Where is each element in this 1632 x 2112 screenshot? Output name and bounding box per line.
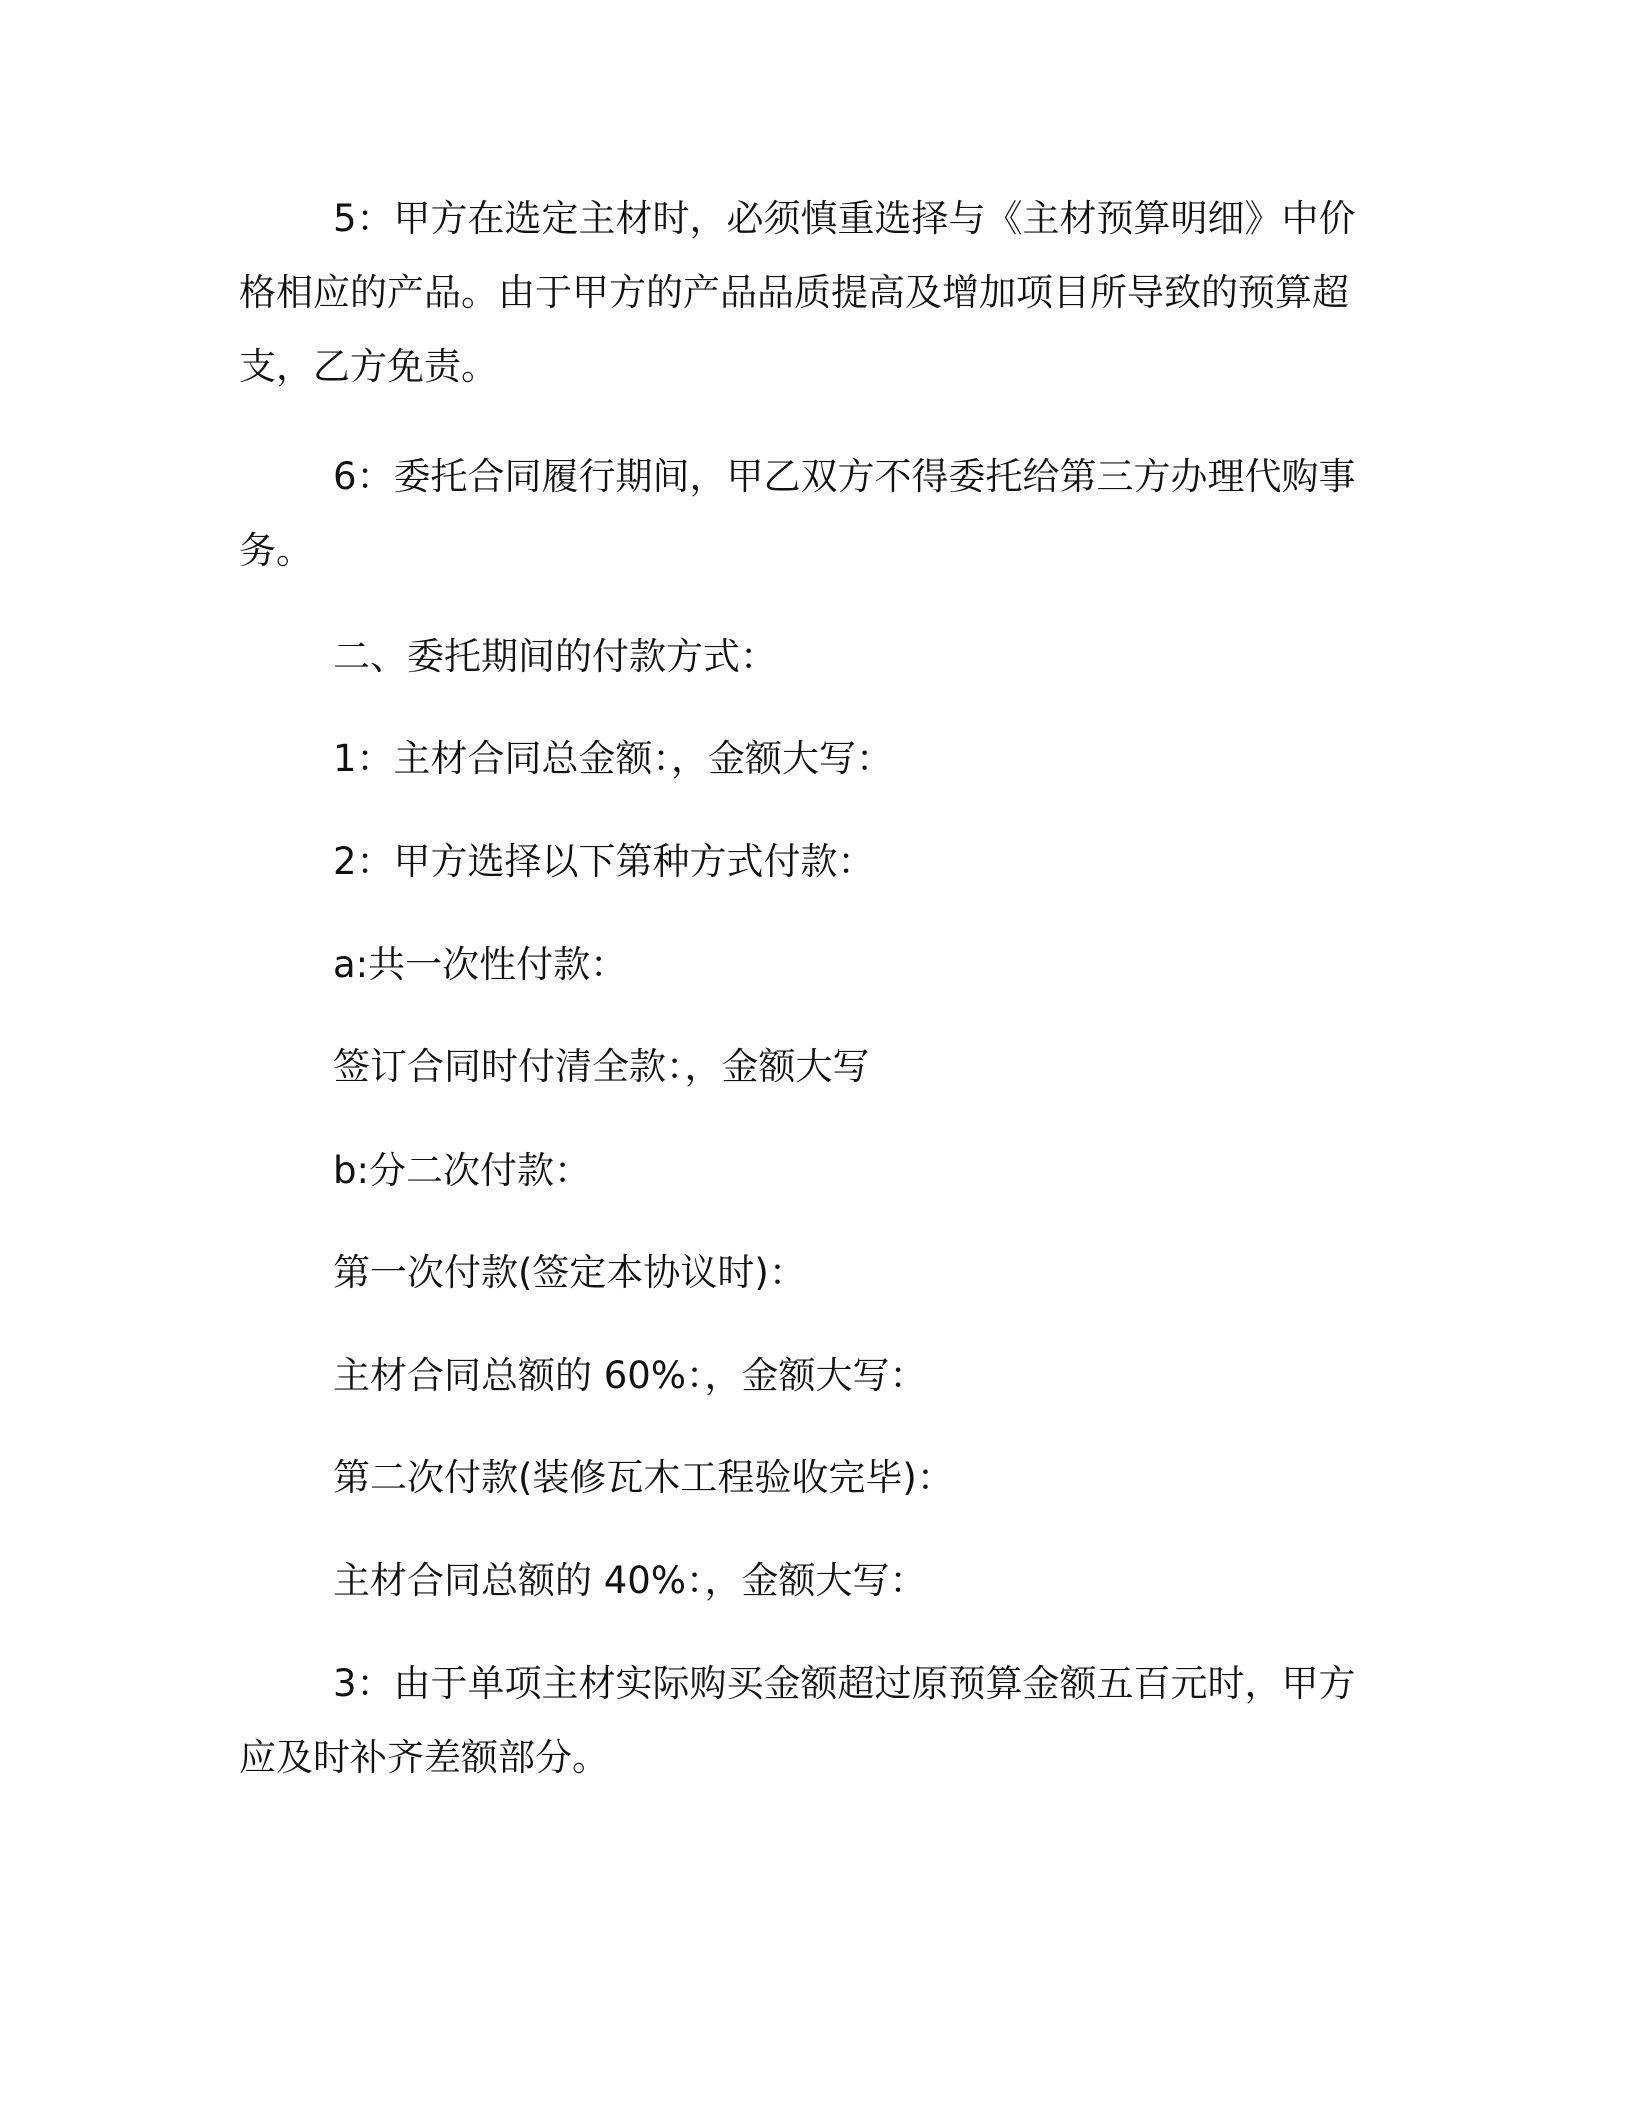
option-a-lump-sum: a:共一次性付款： [333, 943, 628, 986]
item-3-excess-amount: 3：由于单项主材实际购买金额超过原预算金额五百元时，甲方应及时补齐差额部分。 [239, 1662, 1356, 1779]
option-b-second-amount: 主材合同总额的 40%：，金额大写： [333, 1559, 927, 1602]
item-1-total-amount: 1：主材合同总金额：，金额大写： [333, 737, 894, 780]
option-a-detail: 签订合同时付清全款：，金额大写 [333, 1045, 870, 1088]
option-b-first-amount: 主材合同总额的 60%：，金额大写： [333, 1354, 927, 1397]
clause-5-paragraph: 5：甲方在选定主材时，必须慎重选择与《主材预算明细》中价格相应的产品。由于甲方的产品品质提高及增加项目所导致的预算超支，乙方免责。 [239, 197, 1356, 388]
item-2-payment-method: 2：甲方选择以下第种方式付款： [333, 840, 875, 883]
section-heading-payment: 二、委托期间的付款方式： [333, 635, 777, 678]
option-b-two-installments: b:分二次付款： [333, 1149, 591, 1192]
option-b-second-payment: 第二次付款(装修瓦木工程验收完毕)： [333, 1456, 954, 1499]
clause-6-paragraph: 6：委托合同履行期间，甲乙双方不得委托给第三方办理代购事务。 [239, 455, 1356, 572]
option-b-first-payment: 第一次付款(签定本协议时)： [333, 1251, 806, 1294]
